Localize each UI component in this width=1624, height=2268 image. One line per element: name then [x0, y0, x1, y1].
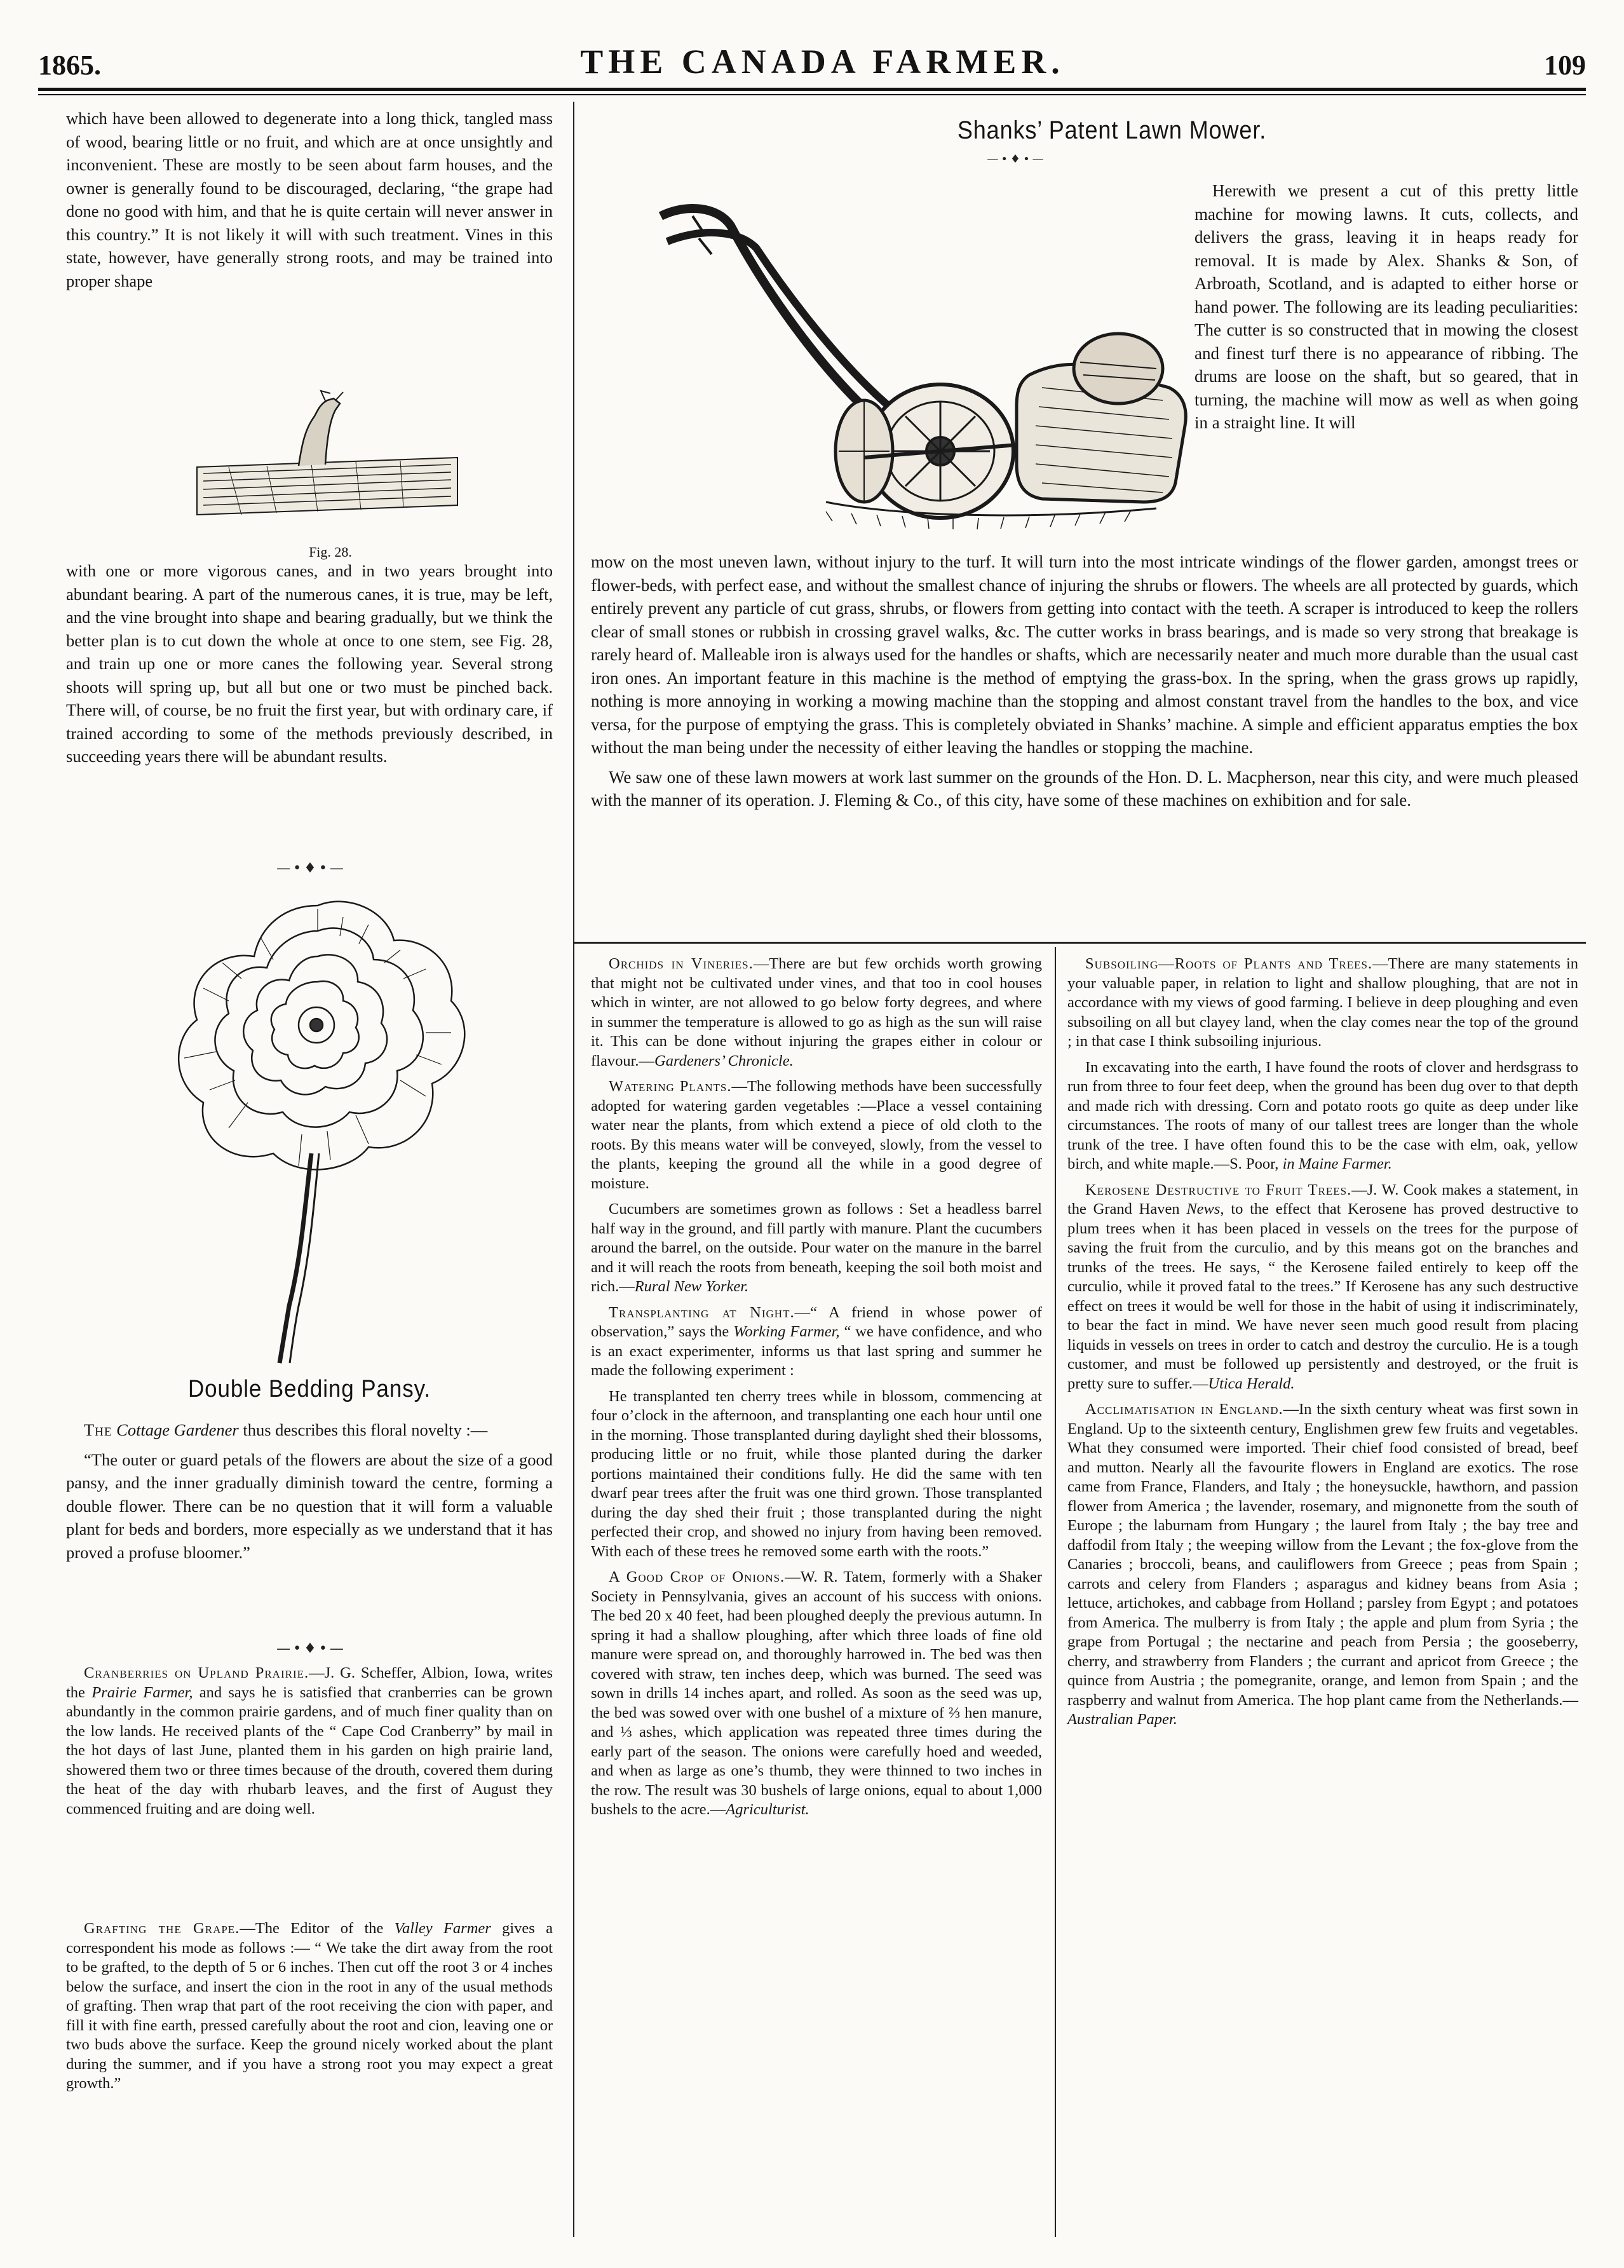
vine-article-intro: which have been allowed to degenerate into a long thick, tangled mass of wood, bearing little or no fruit, and which are at once unsightly and inconvenient. These are mostly to be seen about farm houses, and the owner is generally found to be discouraged, declaring, “the grape had done no good with him, and that he is quite certain will never answer in this country.” It is not likely it will with such treatment. Vines in this state, however, have generally strong roots, and may be trained into proper shape	[66, 109, 553, 290]
cranberries-heading: Cranberries on Upland Prairie.	[84, 1664, 309, 1681]
header-rule-thin	[38, 94, 1586, 95]
cranberries-article: Cranberries on Upland Prairie.—J. G. Scheffer, Albion, Iowa, writes the Prairie Farmer, and says he is satisfied that cranberries can be grown abundantly in the common prairie gardens, and of much finer quality than on the low lands. He received plants of the “ Cape Cod Cranberry” by mail in the hot days of last June, planted them in his garden on high prairie land, showered them two or three times because of the drouth, covered them during the heat of the day with rhubarb leaves, and the first of August they commenced fruiting and are doing well.	[66, 1664, 553, 1817]
lawn-mower-illustration	[635, 178, 1194, 534]
kerosene-heading: Kerosene Destructive to Fruit Trees.	[1085, 1181, 1352, 1199]
pansy-article-title: Double Bedding Pansy.	[187, 1376, 431, 1402]
column-rule-right	[1055, 947, 1056, 2237]
acclimatisation-heading: Acclimatisation in England.	[1085, 1401, 1283, 1418]
header-rule	[38, 88, 1586, 91]
vine-article-continued: with one or more vigorous canes, and in two years brought into abundant bearing. A part of the numerous canes, it is true, may be left, and the vine brought into shape and bearing gradually, but we think the better plan is to cut down the whole at once to one stem, see Fig. 28, and train up one or more canes the following year. Several strong shoots will spring up, but all but one or two must be pinched back. There will, of course, be no fruit the first year, but with ordinary care, if trained according to some of the methods previously described, in succeeding years there will be abundant results.	[66, 561, 553, 766]
page-number: 109	[1544, 50, 1586, 81]
section-ornament-1: —•♦•—	[276, 860, 346, 876]
middle-column: Orchids in Vineries.—There are but few orchids worth growing that might not be cultivated under vines, and that too in cool houses which in winter, are not allowed to go below forty degrees, and where in summer the temperature is allowed to go as high as the sun will raise it. This can be done without injuring the grapes either in colour or flavour.—Gardeners’ Chronicle. Watering Plants.—The following methods have been successfully adopted for watering garden vegetables :—Place a vessel containing water near the plants, from which extend a piece of old cloth to the roots. By this means water will be conveyed, slowly, from the vessel to the plants, keeping the ground all the while in a good degree of moisture. Cucumbers are sometimes grown as follows : Set a headless barrel half way in the ground, and fill partly with manure. Plant the cucumbers around the barrel, on the outside. Pour water on the manure in the barrel and it will reach the roots from beneath, keeping the soil both moist and rich.—Rural New Yorker. Transplanting at Night.—“ A friend in whose power of observation,” says the Working Farmer, “ we have confidence, and who is an exact experimenter, informs us that last spring and summer he made the following experiment : He transplanted ten cherry trees while in blossom, commencing at four o’clock in the afternoon, and transplanting one each hour until one in the morning. Those transplanted during daylight shed their blossoms, producing little or no fruit, while those planted during the darker portions maintained their conditions fully. He did the same with ten dwarf pear trees after the fruit was one third grown. Those transplanted during the day shed their fruit ; those transplanted during the night perfected their crop, and showed no injury from having been removed. With each of these trees he removed some earth with the roots.” A Good Crop of Onions.—W. R. Tatem, formerly with a Shaker Society in Pennsylvania, gives an account of his success with onions. The bed 20 x 40 feet, had been ploughed deeply the previous autumn. In spring it had a shallow ploughing, after which three loads of fine old manure were spread on, and thoroughly harrowed in. The bed was then covered with straw, ten inches deep, which was burned. The seed was sown in drills 14 inches apart, and rolled. As soon as the seed was up, the bed was sowed over with one bushel of a mixture of ⅔ hen manure, and ⅓ ashes, which application was repeated three times during the early part of the season. The onions were carefully hoed and weeded, and when as large as one’s thumb, they were thinned to two inches in the row. The result was 30 bushels of large onions, equal to about 1,000 bushels to the acre.—Agriculturist.	[591, 955, 1043, 1818]
transplanting-heading: Transplanting at Night.	[609, 1303, 795, 1321]
mower-article-title: Shanks’ Patent Lawn Mower.	[957, 116, 1267, 144]
pansy-illustration	[159, 886, 477, 1369]
newspaper-title: THE CANADA FARMER.	[580, 43, 1065, 81]
mower-article-beside-figure: Herewith we present a cut of this pretty little machine for mowing lawns. It cuts, collects, and delivers the grass, leaving it in heaps ready for removal. It is made by Alex. Shanks & Son, of Arbroath, Scotland, and is adapted to either horse or hand power. The following are its leading peculiarities: The cutter is so constructed that in mowing the closest and finest turf there is no appearance of ribbing. The drums are loose on the shaft, but so geared, that in turning, the machine will mow as well as when going in a straight line. It will	[1194, 181, 1578, 432]
column-rule-left	[573, 102, 574, 2237]
right-column: Subsoiling—Roots of Plants and Trees.—There are many statements in your valuable paper, in relation to light and shallow ploughing, that are not in accordance with my views of good farming. I believe in deep ploughing and even subsoiling on all but clayey land, when the clay comes near the top of the ground ; in that case I think subsoiling injurious. In excavating into the earth, I have found the roots of clover and herdsgrass to run from three to four feet deep, when the ground has been dug over to that depth and made rich with dressing. Corn and potato roots go quite as deep under like circumstances. The roots of many of our tallest trees are longer than the whole trunk of the tree. I have often found this to be the case with elm, oak, yellow birch, and white maple.—S. Poor, in Maine Farmer. Kerosene Destructive to Fruit Trees.—J. W. Cook makes a statement, in the Grand Haven News, to the effect that Kerosene has proved destructive to plum trees when it has been placed in vessels on the trees for the purpose of saving the fruit from the curculio, and by this means got on the branches and trunks of the trees. He says, “ the Kerosene failed entirely to keep off the curculio, while it proved fatal to the trees.” If Kerosene has any such destructive effect on trees it would be well for those in the habit of using it indiscriminately, to bear the fact in mind. We have never seen much good result from placing liquids in vessels on trees in order to catch and destroy the curculio. He is a tough customer, and must be followed up persistently and destroyed, or the fruit is pretty sure to suffer.—Utica Herald. Acclimatisation in England.—In the sixth century wheat was first sown in England. Up to the sixteenth century, Englishmen grew few fruits and vegetables. What they consumed were imported. Their chief food consisted of bread, beef and mutton. Nearly all the favourite flowers in England are exotics. The rose came from France, Flanders, and Italy ; the honeysuckle, hawthorn, and passion flower from America ; the lavender, rosemary, and mignonette from the south of Europe ; the laburnam from Hungary ; the laurel from Italy ; the bay tree and daffodil from Italy ; the weeping willow from the Levant ; the fox-glove from the Canaries ; broccoli, beans, and cauliflowers from Greece ; peas from Spain ; carrots and celery from Flanders ; asparagus and kidney beans from Asia ; lettuce, artichokes, and cabbage from Holland ; parsley from Egypt ; and potatoes from America. The mulberry is from Italy ; the apple and plum from Syria ; the grape from Portugal ; the nectarine and peach from Persia ; the gooseberry, cherry, and strawberry from Flanders ; the currant and apricot from Greece ; the quince from Austria ; the pomegranite, orange, and lemon from Spain ; and the raspberry and walnut from America. The hop plant came from the Netherlands.—Australian Paper.	[1067, 955, 1579, 1728]
mower-title-ornament: —•♦•—	[987, 153, 1046, 166]
orchids-heading: Orchids in Vineries.	[609, 955, 754, 972]
grafting-heading: Grafting the Grape.	[84, 1920, 240, 1937]
pansy-article: The Cottage Gardener thus describes this floral novelty :— “The outer or guard petals of the flowers are about the size of a good pansy, and the inner gradually diminish toward the centre, forming a double flower. There can be no question that it will form a valuable plant for beds and borders, more especially as we understand that it has proved a profuse bloomer.”	[66, 1420, 553, 1562]
mower-bottom-rule	[573, 942, 1586, 944]
watering-heading: Watering Plants.	[609, 1078, 732, 1095]
mower-article-body: mow on the most uneven lawn, without injury to the turf. It will turn into the most intricate windings of the flower garden, amongst trees or flower-beds, with perfect ease, and without the smallest chance of injuring the shrubs or flowers. The wheels are all protected by guards, which entirely prevent any particle of cut grass, shrubs, or flowers from getting into contact with the teeth. A scraper is introduced to keep the rollers clear of small stones or rubbish in crossing gravel walks, &c. The cutter works in brass bearings, and is made so very strong that breakage is rarely heard of. Malleable iron is always used for the handles or shafts, which are necessarily neater and much more durable than the usual cast iron ones. An important feature in this machine is the method of emptying the grass-box. In the spring, when the grass grows up rapidly, nothing is more annoying in working a mowing machine than the stopping and almost constant travel from the handles to the box, and vice versa, for the purpose of emptying the grass. This is completely obviated in Shanks’ machine. A simple and efficient apparatus empties the box without the man being under the necessity of either leaving the handles or stopping the machine. We saw one of these lawn mowers at work last summer on the grounds of the Hon. D. L. Macpherson, near this city, and were much pleased with the manner of its operation. J. Fleming & Co., of this city, have some of these machines on exhibition and for sale.	[591, 552, 1578, 810]
grafting-article: Grafting the Grape.—The Editor of the Valley Farmer gives a correspondent his mode as follows :— “ We take the dirt away from the root to be grafted, to the depth of 5 or 6 inches. Then cut off the root 3 or 4 inches below the surface, and insert the cion in the root in any of the usual methods of grafting. Then wrap that part of the root receiving the cion with paper, and fill it with fine earth, pressed carefully about the root and cion, leaving one or two buds above the surface. Keep the ground nicely worked about the plant during the summer, and if you have a strong root you may expect a great growth.”	[66, 1920, 553, 2092]
subsoiling-heading: Subsoiling—Roots of Plants and Trees.	[1085, 955, 1373, 972]
section-ornament-2: —•♦•—	[276, 1641, 346, 1657]
masthead	[38, 39, 1586, 81]
issue-year: 1865.	[38, 50, 101, 81]
fig-28-illustration	[191, 384, 464, 543]
fig-28-caption: Fig. 28.	[309, 544, 352, 560]
onions-heading: A Good Crop of Onions.	[609, 1568, 785, 1586]
